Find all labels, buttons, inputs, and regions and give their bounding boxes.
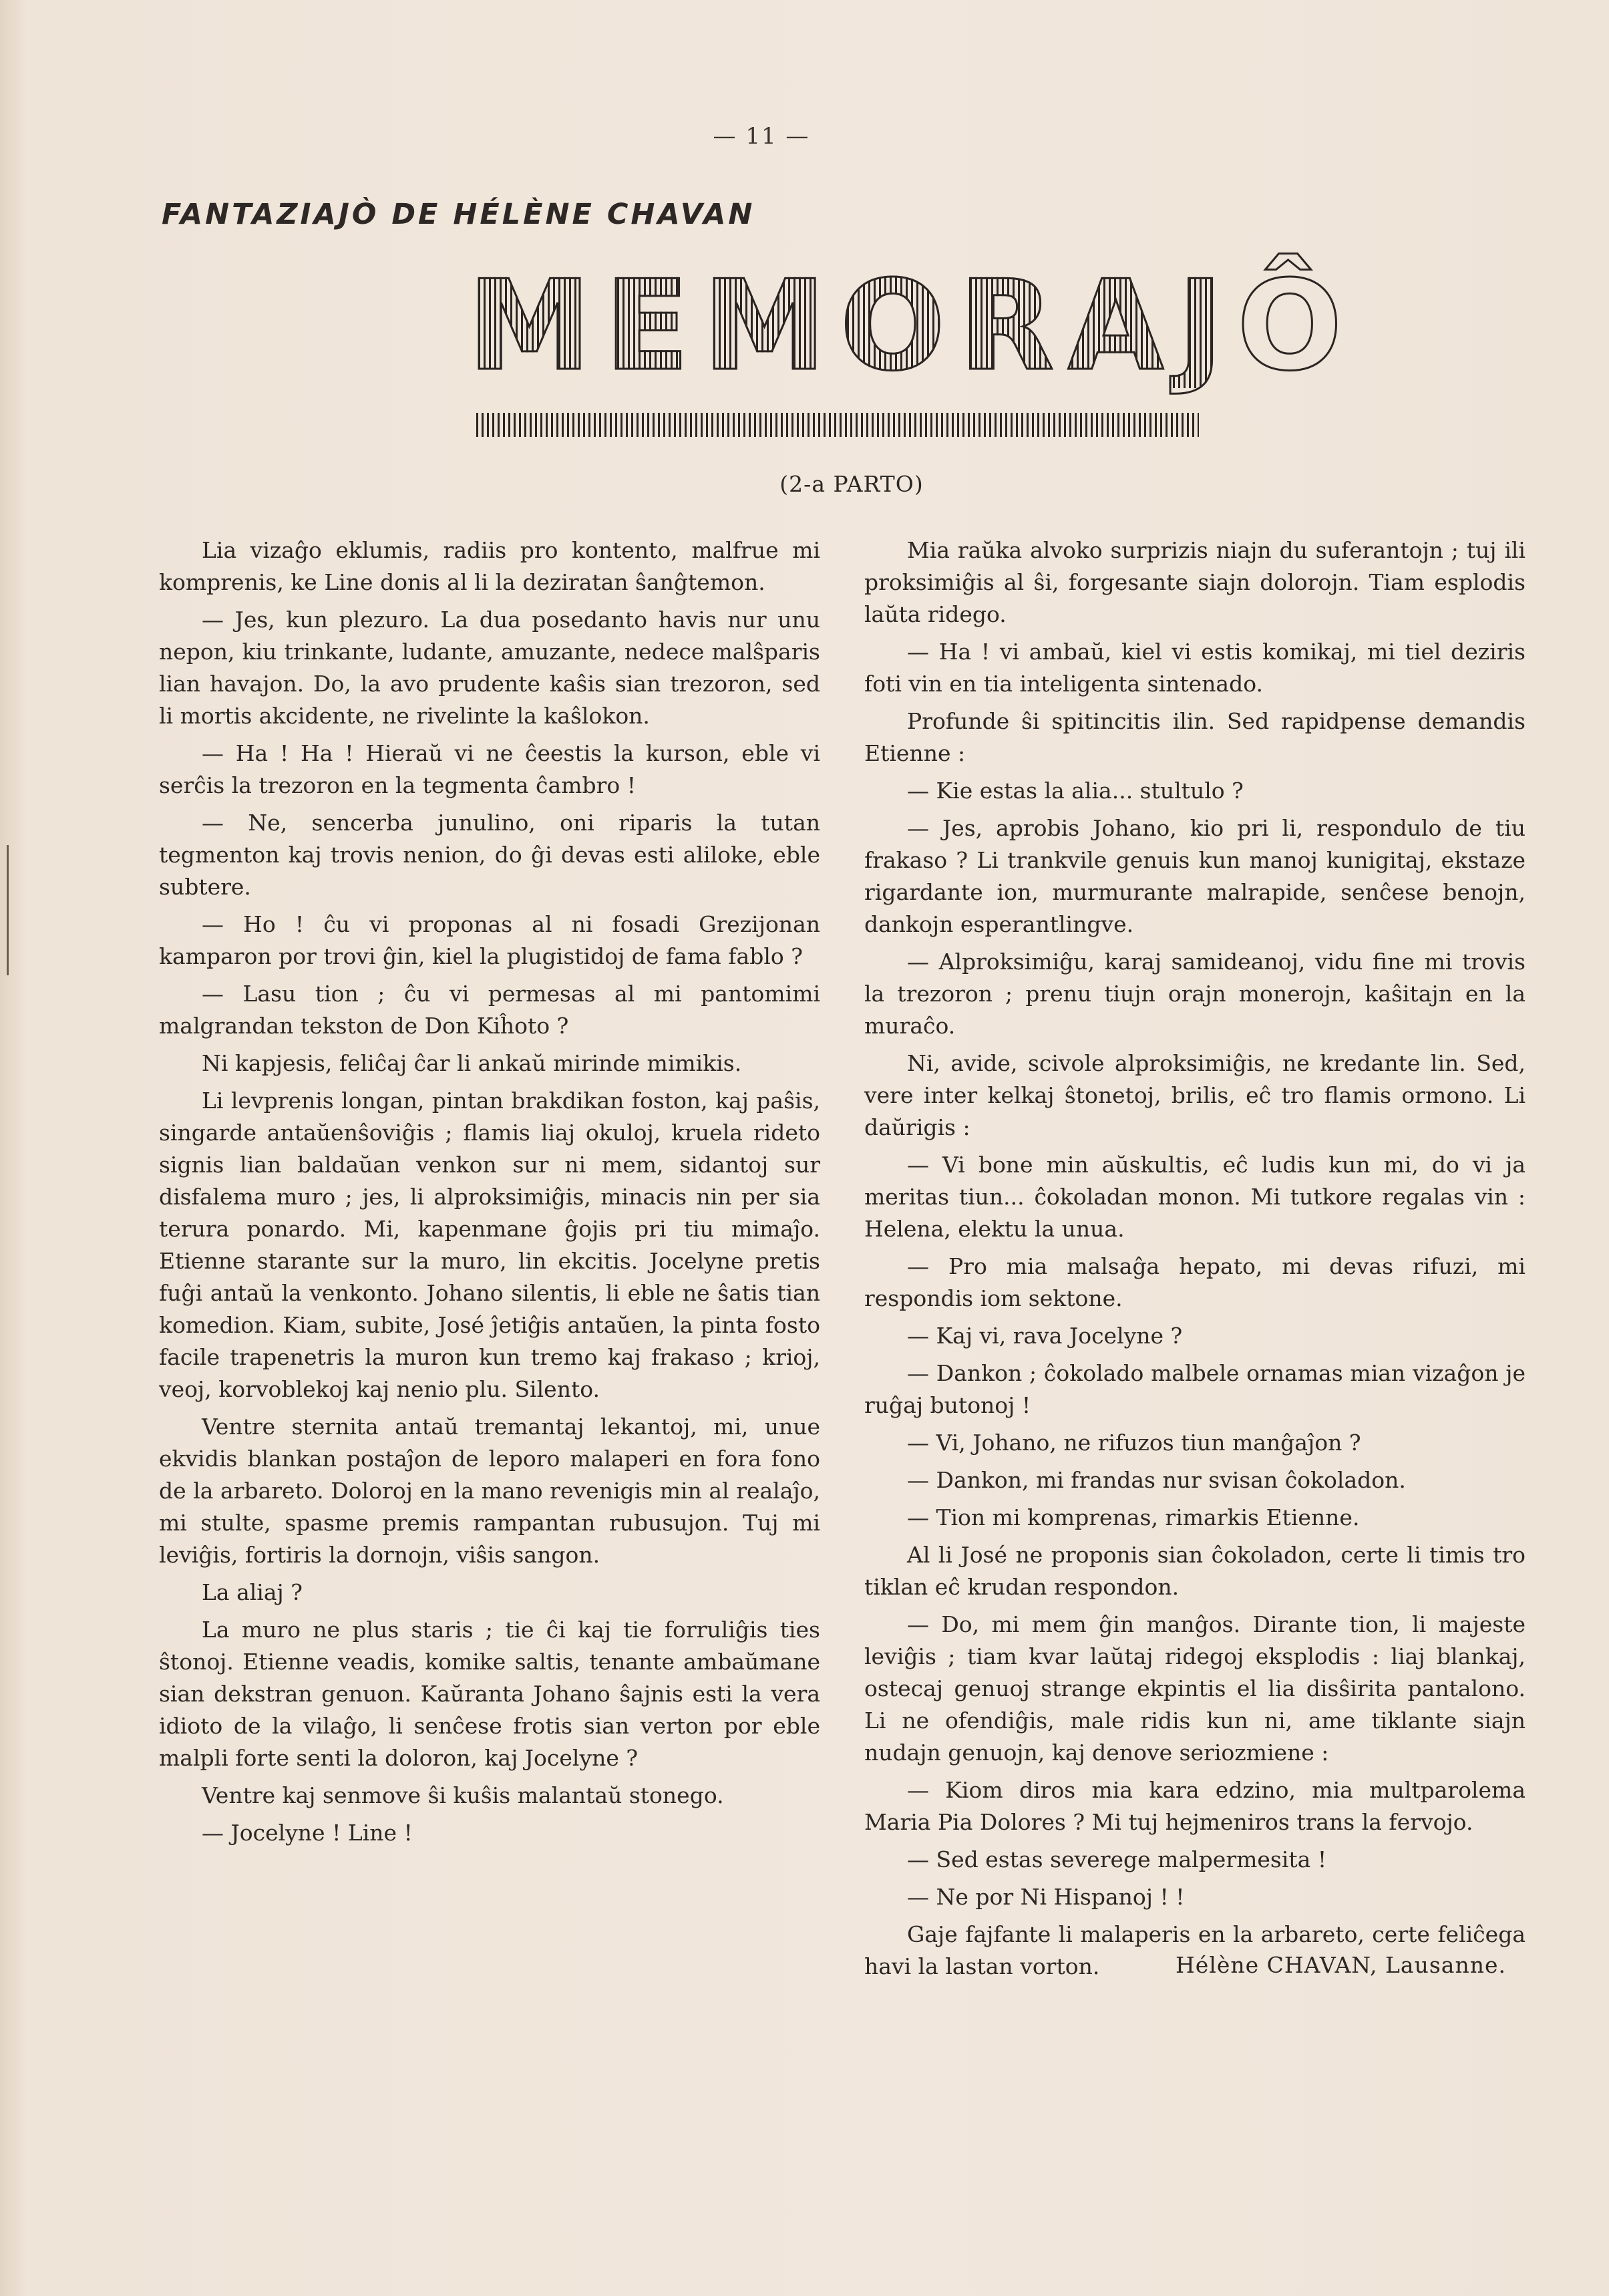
paragraph: — Jes, kun plezuro. La dua posedanto havis nur unu nepon, kiu trinkante, ludante, amuzante, nedece malŝparis lian havajon. Do, la avo prudente kaŝis sian trezoron, sed li mortis akcidente, ne rivelinte la kaŝlokon. — [159, 607, 820, 729]
page-number: — 11 — — [713, 123, 810, 150]
paragraph: Lia vizaĝo eklumis, radiis pro kontento, malfrue mi komprenis, ke Line donis al li la deziratan ŝanĝtemon. — [159, 537, 820, 595]
paragraph: — Ne por Ni Hispanoj ! ! — [907, 1884, 1185, 1910]
part-label: (2-a PARTO) — [779, 471, 924, 497]
paragraph: — Vi bone min aŭskultis, eĉ ludis kun mi, do vi ja meritas tiun... ĉokoladan monon. Mi tutkore regalas vin : Helena, elektu la unua. — [864, 1152, 1526, 1242]
binding-mark — [7, 845, 9, 975]
left-column — [159, 534, 820, 1854]
paragraph: La muro ne plus staris ; tie ĉi kaj tie forruliĝis ties ŝtonoj. Etienne veadis, komike saltis, tenante ambaŭmane sian dekstran genuon. Kaŭranta Johano ŝajnis esti la vera idioto de la vilaĝo, li senĉese frotis sian verton por eble malpli forte senti la doloron, kaj Jocelyne ? — [159, 1617, 820, 1771]
paragraph: — Pro mia malsaĝa hepato, mi devas rifuzi, mi respondis iom sektone. — [864, 1253, 1526, 1311]
paragraph: — Ha ! vi ambaŭ, kiel vi estis komikaj, mi tiel deziris foti vin en tia inteligenta sintenado. — [864, 639, 1526, 697]
paragraph: Gaje fajfante li malaperis en la arbareto, certe feliĉega havi la lastan vorton. — [864, 1921, 1526, 1979]
byline: FANTAZIAJÒ DE HÉLÈNE CHAVAN — [162, 198, 755, 231]
paragraph: Al li José ne proponis sian ĉokoladon, certe li timis tro tiklan eĉ krudan respondon. — [864, 1542, 1526, 1600]
paragraph: — Tion mi komprenas, rimarkis Etienne. — [907, 1504, 1360, 1530]
paragraph: — Kiom diros mia kara edzino, mia multparolema Maria Pia Dolores ? Mi tuj hejmeniros trans la fervojo. — [864, 1777, 1526, 1835]
paragraph: La aliaj ? — [202, 1579, 303, 1605]
paragraph: Profunde ŝi spitincitis ilin. Sed rapidpense demandis Etienne : — [864, 708, 1526, 766]
paragraph: Ventre sternita antaŭ tremantaj lekantoj, mi, unue ekvidis blankan postaĵon de leporo malaperi en fora fono de la arbareto. Doloroj en la mano revenigis min al realaĵo, mi stulte, spasme premis rampantan rubusujon. Tuj mi leviĝis, fortiris la dornojn, viŝis sangon. — [159, 1414, 820, 1568]
paragraph: Ventre kaj senmove ŝi kuŝis malantaŭ stonego. — [202, 1782, 724, 1808]
paragraph: Mia raŭka alvoko surprizis niajn du suferantojn ; tuj ili proksimiĝis al ŝi, forgesante siajn dolorojn. Tiam esplodis laŭta ridego. — [864, 537, 1526, 627]
paragraph: — Ho ! ĉu vi proponas al ni fosadi Grezijonan kamparon por trovi ĝin, kiel la plugistidoj de fama fablo ? — [159, 911, 820, 969]
paragraph: Li levprenis longan, pintan brakdikan foston, kaj paŝis, singarde antaŭenŝoviĝis ; flamis liaj okuloj, kruela rideto signis lian baldaŭan venkon sur ni mem, sidantoj sur disfalema muro ; jes, li alproksimiĝis, minacis nin per sia terura ponardo. Mi, kapenmane ĝojis pri tiu mimaĵo. Etienne starante sur la muro, lin ekcitis. Jocelyne pretis fuĝi antaŭ la venkonto. Johano silentis, li eble ne ŝatis tian komedion. Kiam, subite, José ĵetiĝis antaŭen, la pinta fosto facile trapenetris la muron kun tremo kaj frakaso ; krioj, veoj, korvoblekoj kaj nenio plu. Silento. — [159, 1088, 820, 1402]
paragraph: — Do, mi mem ĝin manĝos. Dirante tion, li majeste leviĝis ; tiam kvar laŭtaj ridegoj eksplodis : liaj blankaj, ostecaj genuoj strange ekpintis el lia disŝirita pantalono. Li ne ofendiĝis, male ridis kun ni, ame tiklante siajn nudajn genuojn, kaj denove seriozmiene : — [864, 1611, 1526, 1766]
paragraph: — Sed estas severege malpermesita ! — [907, 1846, 1327, 1872]
paragraph: — Jes, aprobis Johano, kio pri li, respondulo de tiu frakaso ? Li trankvile genuis kun manoj kunigitaj, ekstaze rigardante ion, murmurante malrapide, senĉese benojn, dankojn esperantlingve. — [864, 815, 1526, 937]
paragraph: — Jocelyne ! Line ! — [202, 1820, 413, 1846]
paragraph: Ni kapjesis, feliĉaj ĉar li ankaŭ mirinde mimikis. — [202, 1050, 742, 1076]
right-column — [864, 534, 1526, 1988]
paragraph: — Dankon ; ĉokolado malbele ornamas mian vizaĝon je ruĝaj butonoj ! — [864, 1360, 1526, 1418]
paragraph: — Lasu tion ; ĉu vi permesas al mi pantomimi malgrandan tekston de Don Kiĥoto ? — [159, 981, 820, 1039]
paragraph: — Alproksimiĝu, karaj samideanoj, vidu fine mi trovis la trezoron ; prenu tiujn orajn monerojn, kaŝitajn en la muraĉo. — [864, 949, 1526, 1039]
paragraph: — Vi, Johano, ne rifuzos tiun manĝaĵon ? — [907, 1430, 1361, 1456]
author-signature: Hélène CHAVAN, Lausanne. — [1175, 1952, 1506, 1978]
paragraph: — Kaj vi, rava Jocelyne ? — [907, 1323, 1183, 1349]
article-title: MEMORAJÔ — [468, 253, 1356, 398]
paragraph: Ni, avide, scivole alproksimiĝis, ne kredante lin. Sed, vere inter kelkaj ŝtonetoj, brilis, eĉ tro flamis ormono. Li daŭrigis : — [864, 1050, 1526, 1140]
decorative-rule — [476, 413, 1199, 437]
paragraph: — Ha ! Ha ! Hieraŭ vi ne ĉeestis la kurson, eble vi serĉis la trezoron en la tegmenta ĉambro ! — [159, 740, 820, 798]
paragraph: — Ne, sencerba junulino, oni riparis la tutan tegmenton kaj trovis nenion, do ĝi devas esti aliloke, eble subtere. — [159, 810, 820, 900]
paragraph: — Kie estas la alia... stultulo ? — [907, 778, 1244, 804]
paragraph: — Dankon, mi frandas nur svisan ĉokoladon. — [907, 1467, 1406, 1493]
